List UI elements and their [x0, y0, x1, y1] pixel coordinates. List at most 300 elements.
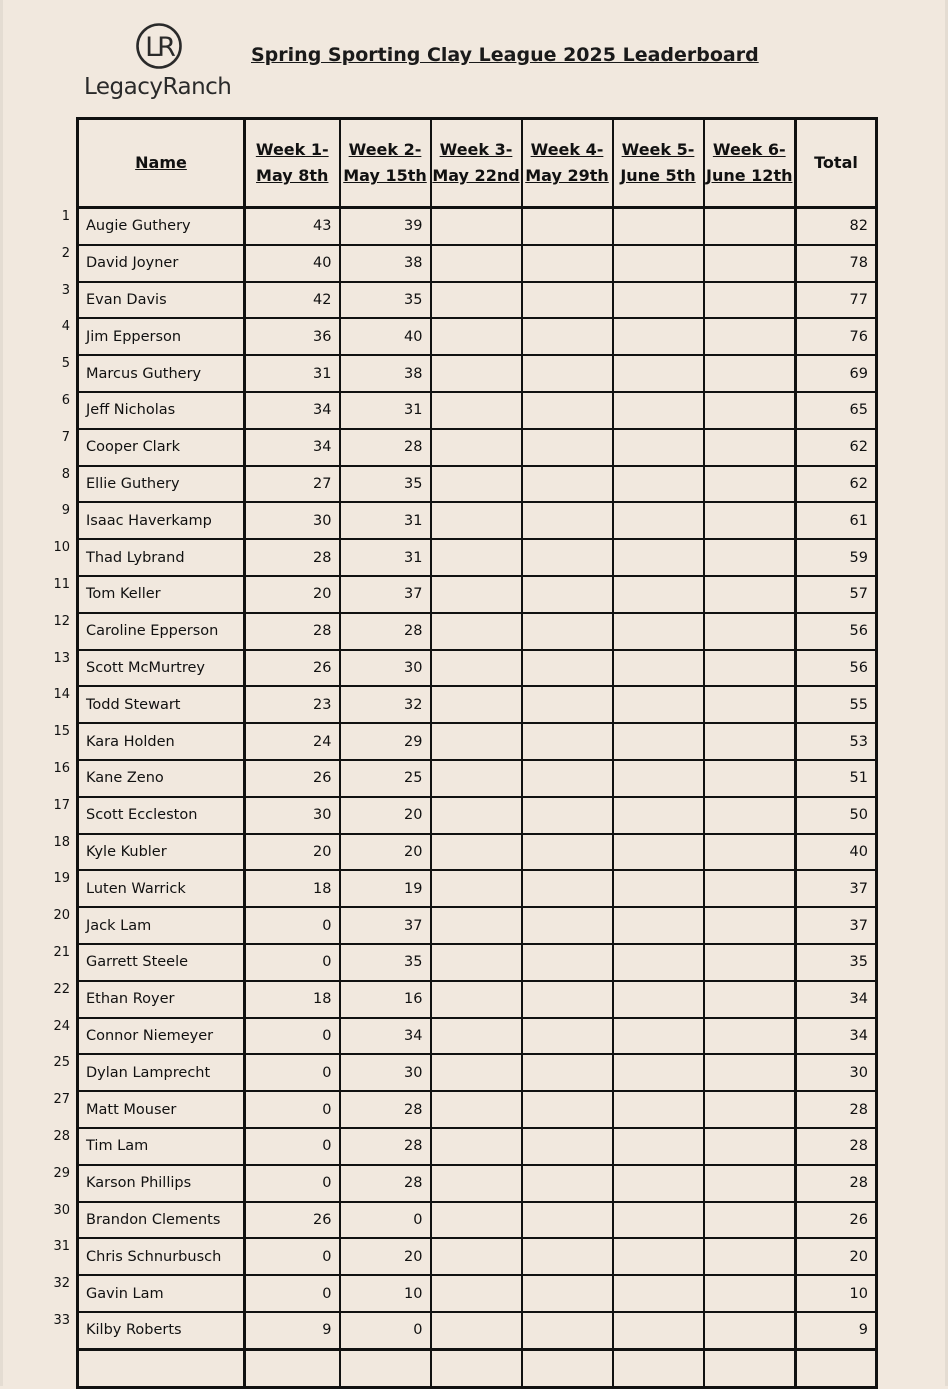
score-week-4 [522, 392, 613, 429]
score-week-2: 19 [340, 870, 431, 907]
score-week-3 [431, 1128, 522, 1165]
rank-number: 18 [53, 834, 70, 850]
score-week-3 [431, 1275, 522, 1312]
table-row [78, 208, 877, 245]
table-row [78, 282, 877, 319]
score-total: 10 [796, 1275, 877, 1312]
score-week-6 [704, 1238, 796, 1275]
score-total: 51 [796, 760, 877, 797]
score-week-6 [704, 797, 796, 834]
column-header-week-3: Week 3- May 22nd [431, 119, 522, 208]
player-name: Cooper Clark [78, 429, 245, 466]
player-name: Scott McMurtrey [78, 650, 245, 687]
logo-wordmark: LegacyRanch [84, 74, 232, 100]
score-week-2: 35 [340, 466, 431, 503]
score-week-4 [522, 870, 613, 907]
table-row [78, 797, 877, 834]
rank-number: 9 [61, 503, 70, 519]
player-name: Brandon Clements [78, 1202, 245, 1239]
score-week-3 [431, 907, 522, 944]
score-week-1: 0 [245, 907, 340, 944]
player-name: Dylan Lamprecht [78, 1054, 245, 1091]
table-row [78, 1054, 877, 1091]
score-week-2: 30 [340, 650, 431, 687]
empty-cell [431, 1349, 522, 1387]
score-week-2: 28 [340, 429, 431, 466]
rank-number: 20 [53, 908, 70, 924]
score-total: 59 [796, 539, 877, 576]
table-row [78, 576, 877, 613]
score-week-2: 32 [340, 686, 431, 723]
score-week-4 [522, 1054, 613, 1091]
rank-number: 25 [53, 1055, 70, 1071]
score-total: 55 [796, 686, 877, 723]
empty-cell [796, 1349, 877, 1387]
header-row [78, 119, 877, 208]
score-week-5 [613, 245, 704, 282]
rank-number: 24 [53, 1018, 70, 1034]
rank-number: 29 [53, 1165, 70, 1181]
score-week-6 [704, 907, 796, 944]
score-week-4 [522, 539, 613, 576]
score-week-1: 0 [245, 1238, 340, 1275]
score-week-4 [522, 245, 613, 282]
score-week-5 [613, 1202, 704, 1239]
score-total: 28 [796, 1128, 877, 1165]
score-week-4 [522, 944, 613, 981]
score-week-5 [613, 318, 704, 355]
empty-row [78, 1349, 877, 1387]
score-week-2: 40 [340, 318, 431, 355]
score-week-3 [431, 834, 522, 871]
score-week-1: 40 [245, 245, 340, 282]
score-week-3 [431, 1091, 522, 1128]
score-week-1: 0 [245, 1165, 340, 1202]
leaderboard-table [76, 117, 878, 1389]
score-week-6 [704, 355, 796, 392]
score-week-5 [613, 466, 704, 503]
score-week-6 [704, 1312, 796, 1349]
score-week-4 [522, 686, 613, 723]
score-week-6 [704, 502, 796, 539]
player-name: Jeff Nicholas [78, 392, 245, 429]
score-week-6 [704, 723, 796, 760]
score-week-4 [522, 797, 613, 834]
score-week-2: 31 [340, 502, 431, 539]
player-name: Jack Lam [78, 907, 245, 944]
score-week-1: 36 [245, 318, 340, 355]
rank-number: 30 [53, 1202, 70, 1218]
score-week-5 [613, 650, 704, 687]
score-week-1: 31 [245, 355, 340, 392]
score-week-3 [431, 613, 522, 650]
table-row [78, 834, 877, 871]
score-week-5 [613, 723, 704, 760]
score-week-3 [431, 502, 522, 539]
score-total: 30 [796, 1054, 877, 1091]
score-week-4 [522, 1238, 613, 1275]
rank-number: 31 [53, 1239, 70, 1255]
score-week-3 [431, 723, 522, 760]
table-row [78, 466, 877, 503]
rank-number: 11 [53, 576, 70, 592]
score-total: 53 [796, 723, 877, 760]
score-week-3 [431, 245, 522, 282]
score-week-5 [613, 870, 704, 907]
player-name: Scott Eccleston [78, 797, 245, 834]
table-row [78, 723, 877, 760]
score-week-1: 0 [245, 1091, 340, 1128]
score-week-5 [613, 539, 704, 576]
score-week-1: 0 [245, 944, 340, 981]
score-week-4 [522, 1018, 613, 1055]
player-name: Thad Lybrand [78, 539, 245, 576]
score-week-2: 28 [340, 1165, 431, 1202]
score-week-3 [431, 1018, 522, 1055]
score-week-2: 38 [340, 355, 431, 392]
score-week-4 [522, 282, 613, 319]
score-week-3 [431, 760, 522, 797]
score-total: 28 [796, 1165, 877, 1202]
score-week-6 [704, 981, 796, 1018]
score-week-2: 20 [340, 834, 431, 871]
score-week-5 [613, 1018, 704, 1055]
score-week-4 [522, 907, 613, 944]
logo-monogram: LR [145, 32, 173, 63]
score-week-6 [704, 650, 796, 687]
empty-cell [522, 1349, 613, 1387]
score-week-4 [522, 981, 613, 1018]
score-total: 77 [796, 282, 877, 319]
empty-cell [245, 1349, 340, 1387]
player-name: Matt Mouser [78, 1091, 245, 1128]
table-row [78, 392, 877, 429]
rank-number: 13 [53, 650, 70, 666]
empty-cell [78, 1349, 245, 1387]
score-week-5 [613, 392, 704, 429]
score-week-3 [431, 870, 522, 907]
rank-number: 21 [53, 944, 70, 960]
player-name: Kane Zeno [78, 760, 245, 797]
table-row [78, 355, 877, 392]
column-header-week-1: Week 1- May 8th [245, 119, 340, 208]
score-total: 82 [796, 208, 877, 245]
score-week-5 [613, 1238, 704, 1275]
score-week-4 [522, 760, 613, 797]
score-week-2: 38 [340, 245, 431, 282]
score-week-5 [613, 981, 704, 1018]
score-week-2: 30 [340, 1054, 431, 1091]
rank-number: 27 [53, 1092, 70, 1108]
score-week-2: 37 [340, 576, 431, 613]
score-week-3 [431, 282, 522, 319]
score-week-5 [613, 1128, 704, 1165]
score-week-5 [613, 208, 704, 245]
score-week-6 [704, 208, 796, 245]
score-week-2: 35 [340, 282, 431, 319]
score-week-3 [431, 1202, 522, 1239]
score-week-5 [613, 1091, 704, 1128]
column-header-week-2: Week 2- May 15th [340, 119, 431, 208]
score-week-3 [431, 981, 522, 1018]
score-week-6 [704, 318, 796, 355]
score-total: 69 [796, 355, 877, 392]
score-week-1: 28 [245, 539, 340, 576]
score-week-5 [613, 760, 704, 797]
player-name: Connor Niemeyer [78, 1018, 245, 1055]
table-row [78, 1202, 877, 1239]
score-week-6 [704, 613, 796, 650]
rank-number: 17 [53, 797, 70, 813]
score-week-2: 10 [340, 1275, 431, 1312]
score-week-4 [522, 1275, 613, 1312]
table-row [78, 502, 877, 539]
score-week-3 [431, 208, 522, 245]
player-name: Todd Stewart [78, 686, 245, 723]
rank-number: 8 [61, 466, 70, 482]
score-week-2: 29 [340, 723, 431, 760]
score-week-6 [704, 245, 796, 282]
column-header-total: Total [796, 119, 877, 208]
score-week-1: 0 [245, 1054, 340, 1091]
table-row [78, 245, 877, 282]
score-week-5 [613, 907, 704, 944]
player-name: Kilby Roberts [78, 1312, 245, 1349]
score-week-4 [522, 208, 613, 245]
score-total: 34 [796, 981, 877, 1018]
table-row [78, 613, 877, 650]
score-week-2: 31 [340, 392, 431, 429]
score-total: 76 [796, 318, 877, 355]
score-total: 62 [796, 466, 877, 503]
score-total: 56 [796, 613, 877, 650]
table-row [78, 429, 877, 466]
rank-number: 4 [61, 319, 70, 335]
score-week-2: 28 [340, 1128, 431, 1165]
score-week-6 [704, 870, 796, 907]
column-header-week-6: Week 6- June 12th [704, 119, 796, 208]
score-week-1: 20 [245, 576, 340, 613]
score-week-4 [522, 466, 613, 503]
score-week-1: 0 [245, 1128, 340, 1165]
player-name: Garrett Steele [78, 944, 245, 981]
score-week-4 [522, 429, 613, 466]
score-week-1: 0 [245, 1018, 340, 1055]
score-week-6 [704, 1165, 796, 1202]
score-week-5 [613, 613, 704, 650]
rank-number: 22 [53, 981, 70, 997]
score-week-3 [431, 576, 522, 613]
column-header-week-5: Week 5- June 5th [613, 119, 704, 208]
score-total: 50 [796, 797, 877, 834]
player-name: Gavin Lam [78, 1275, 245, 1312]
score-week-4 [522, 1312, 613, 1349]
table-row [78, 318, 877, 355]
score-week-1: 42 [245, 282, 340, 319]
score-week-3 [431, 1238, 522, 1275]
score-week-1: 9 [245, 1312, 340, 1349]
score-total: 37 [796, 907, 877, 944]
table-row [78, 760, 877, 797]
player-name: Caroline Epperson [78, 613, 245, 650]
score-week-1: 27 [245, 466, 340, 503]
table-row [78, 539, 877, 576]
page-title: Spring Sporting Clay League 2025 Leaderboard [251, 44, 759, 66]
rank-number: 14 [53, 687, 70, 703]
score-week-4 [522, 576, 613, 613]
score-week-2: 25 [340, 760, 431, 797]
score-week-2: 0 [340, 1202, 431, 1239]
score-total: 40 [796, 834, 877, 871]
score-week-3 [431, 1312, 522, 1349]
table-row [78, 870, 877, 907]
player-name: Augie Guthery [78, 208, 245, 245]
score-week-2: 28 [340, 1091, 431, 1128]
score-week-6 [704, 1202, 796, 1239]
score-week-5 [613, 576, 704, 613]
score-week-3 [431, 797, 522, 834]
score-week-4 [522, 723, 613, 760]
score-week-6 [704, 760, 796, 797]
rank-number: 7 [61, 429, 70, 445]
score-week-1: 0 [245, 1275, 340, 1312]
score-week-6 [704, 576, 796, 613]
score-total: 9 [796, 1312, 877, 1349]
player-name: Jim Epperson [78, 318, 245, 355]
score-week-1: 34 [245, 429, 340, 466]
score-week-6 [704, 429, 796, 466]
score-week-2: 39 [340, 208, 431, 245]
score-week-4 [522, 613, 613, 650]
player-name: Evan Davis [78, 282, 245, 319]
score-week-6 [704, 1054, 796, 1091]
score-week-2: 37 [340, 907, 431, 944]
score-total: 65 [796, 392, 877, 429]
score-week-3 [431, 392, 522, 429]
column-header-week-4: Week 4- May 29th [522, 119, 613, 208]
score-week-3 [431, 1165, 522, 1202]
score-week-4 [522, 650, 613, 687]
player-name: Ethan Royer [78, 981, 245, 1018]
score-total: 28 [796, 1091, 877, 1128]
rank-number: 6 [61, 392, 70, 408]
rank-number: 15 [53, 724, 70, 740]
score-total: 34 [796, 1018, 877, 1055]
score-week-2: 31 [340, 539, 431, 576]
score-week-3 [431, 686, 522, 723]
score-total: 62 [796, 429, 877, 466]
table-row [78, 1165, 877, 1202]
score-week-6 [704, 466, 796, 503]
rank-number: 3 [61, 282, 70, 298]
score-week-6 [704, 834, 796, 871]
score-week-3 [431, 318, 522, 355]
score-week-6 [704, 539, 796, 576]
table-row [78, 944, 877, 981]
table-row [78, 1091, 877, 1128]
score-week-3 [431, 1054, 522, 1091]
player-name: Tim Lam [78, 1128, 245, 1165]
rank-number: 12 [53, 613, 70, 629]
score-week-3 [431, 650, 522, 687]
player-name: Tom Keller [78, 576, 245, 613]
score-week-2: 35 [340, 944, 431, 981]
player-name: David Joyner [78, 245, 245, 282]
score-week-6 [704, 1091, 796, 1128]
rank-number: 28 [53, 1128, 70, 1144]
score-total: 56 [796, 650, 877, 687]
score-week-4 [522, 1128, 613, 1165]
table-row [78, 1312, 877, 1349]
table-row [78, 1238, 877, 1275]
score-week-5 [613, 355, 704, 392]
rank-number: 2 [61, 245, 70, 261]
score-week-3 [431, 355, 522, 392]
score-week-5 [613, 797, 704, 834]
score-week-1: 26 [245, 650, 340, 687]
score-week-5 [613, 429, 704, 466]
empty-cell [704, 1349, 796, 1387]
score-week-2: 20 [340, 797, 431, 834]
score-week-5 [613, 944, 704, 981]
player-name: Luten Warrick [78, 870, 245, 907]
score-week-6 [704, 392, 796, 429]
score-week-4 [522, 502, 613, 539]
score-week-5 [613, 282, 704, 319]
score-week-5 [613, 686, 704, 723]
player-name: Ellie Guthery [78, 466, 245, 503]
score-week-1: 34 [245, 392, 340, 429]
score-week-1: 24 [245, 723, 340, 760]
score-week-2: 28 [340, 613, 431, 650]
table-row [78, 650, 877, 687]
score-week-5 [613, 1312, 704, 1349]
score-week-5 [613, 1054, 704, 1091]
score-week-1: 30 [245, 797, 340, 834]
score-total: 26 [796, 1202, 877, 1239]
score-week-6 [704, 944, 796, 981]
player-name: Karson Phillips [78, 1165, 245, 1202]
player-name: Kara Holden [78, 723, 245, 760]
rank-number: 1 [61, 208, 70, 224]
score-week-2: 34 [340, 1018, 431, 1055]
score-week-2: 0 [340, 1312, 431, 1349]
score-total: 35 [796, 944, 877, 981]
empty-cell [613, 1349, 704, 1387]
player-name: Isaac Haverkamp [78, 502, 245, 539]
score-week-1: 18 [245, 981, 340, 1018]
player-name: Kyle Kubler [78, 834, 245, 871]
rank-number: 32 [53, 1276, 70, 1292]
score-week-6 [704, 1128, 796, 1165]
score-week-3 [431, 429, 522, 466]
table-row [78, 1128, 877, 1165]
score-week-4 [522, 1202, 613, 1239]
score-week-1: 43 [245, 208, 340, 245]
score-week-1: 26 [245, 760, 340, 797]
score-week-6 [704, 1275, 796, 1312]
score-week-1: 28 [245, 613, 340, 650]
score-week-1: 20 [245, 834, 340, 871]
score-week-4 [522, 1165, 613, 1202]
empty-cell [340, 1349, 431, 1387]
column-header-name: Name [78, 119, 245, 208]
score-week-4 [522, 355, 613, 392]
score-week-5 [613, 502, 704, 539]
score-total: 37 [796, 870, 877, 907]
table-row [78, 981, 877, 1018]
score-week-3 [431, 944, 522, 981]
